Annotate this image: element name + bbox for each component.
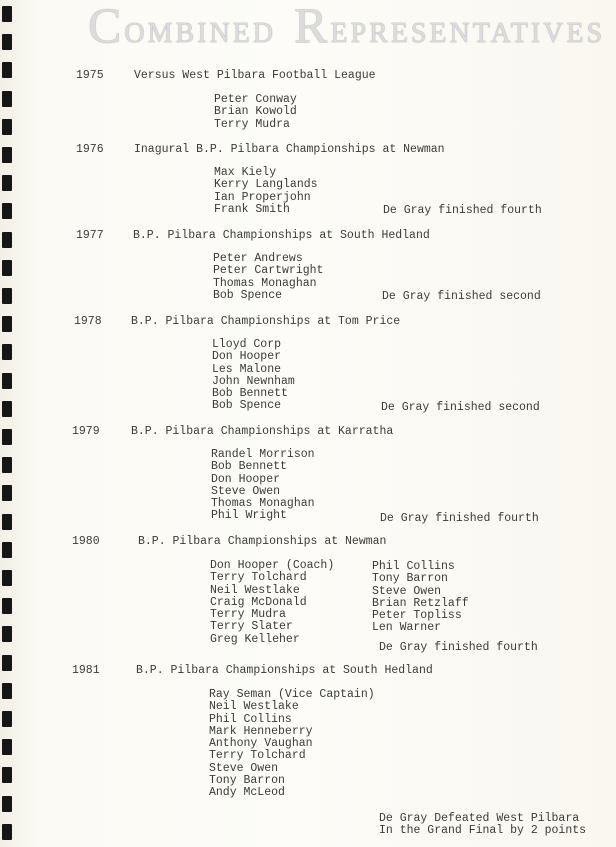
player-name: Thomas Monaghan [213, 276, 317, 290]
binding-ring [2, 767, 12, 783]
player-name: Peter Cartwright [213, 264, 324, 278]
entry-year: 1981 [72, 664, 100, 677]
title-initial-c: C [88, 0, 125, 53]
player-name: Neil Westlake [209, 700, 299, 714]
entry-event: B.P. Pilbara Championships at Newman [138, 535, 387, 548]
binding-ring [2, 796, 12, 812]
entry-year: 1980 [72, 535, 100, 548]
title-rest-epresentatives: EPRESENTATIVES [330, 18, 606, 49]
player-list [210, 560, 334, 646]
player-list [214, 167, 318, 216]
player-name: Bob Bennett [211, 460, 287, 474]
binding-ring [2, 626, 12, 642]
player-name: Tony Barron [209, 774, 285, 788]
player-name: Phil Wright [211, 509, 287, 523]
player-name: Terry Mudra [214, 117, 290, 131]
entry-event: Versus West Pilbara Football League [134, 69, 376, 82]
entry-year: 1979 [72, 425, 100, 438]
player-name: Bob Spence [213, 288, 283, 302]
player-name: Greg Kelleher [210, 632, 300, 646]
binding-ring [2, 373, 12, 389]
player-name: Len Warner [372, 621, 442, 635]
player-name: Ian Properjohn [214, 190, 311, 204]
player-list [213, 253, 323, 302]
title-initial-r: R [294, 0, 331, 53]
entry-result: De Gray finished second [381, 401, 540, 414]
player-name: Bob Bennett [212, 387, 288, 401]
player-name: Don Hooper [212, 350, 282, 364]
binding-ring [2, 62, 12, 78]
player-name: Peter Conway [214, 93, 297, 106]
binding-ring [2, 34, 12, 50]
entry-result: De Gray finished fourth [383, 204, 542, 217]
player-name: Neil Westlake [210, 583, 300, 597]
binding-ring [2, 655, 12, 671]
entry-year: 1978 [74, 315, 102, 328]
footer-line: In the Grand Final by 2 points [379, 824, 587, 838]
player-list [214, 94, 297, 131]
player-name: Steve Owen [211, 484, 281, 498]
binding-ring [2, 429, 12, 445]
player-name: Lloyd Corp [212, 338, 282, 351]
entry-event: B.P. Pilbara Championships at Tom Price [131, 315, 401, 328]
entry-event: B.P. Pilbara Championships at South Hedland [136, 664, 433, 677]
binding-ring [2, 203, 12, 219]
player-name: John Newnham [212, 374, 295, 388]
spiral-binding [0, 0, 14, 847]
binding-ring [2, 288, 12, 304]
player-name: Steve Owen [209, 761, 279, 775]
binding-ring [2, 401, 12, 417]
player-name: Mark Henneberry [209, 724, 313, 738]
title-rest-ombined: OMBINED [124, 18, 277, 49]
binding-ring [2, 514, 12, 530]
entry-result: De Gray finished fourth [380, 512, 539, 525]
binding-ring [2, 344, 12, 360]
player-name: Brian Kowold [214, 105, 297, 119]
binding-ring [2, 260, 12, 276]
player-name: Craig McDonald [210, 595, 307, 609]
binding-ring [2, 316, 12, 332]
player-name: Les Malone [212, 362, 282, 376]
entry-event: B.P. Pilbara Championships at Karratha [131, 425, 394, 438]
entry-year: 1976 [76, 143, 104, 156]
binding-ring [2, 570, 12, 586]
binding-ring [2, 457, 12, 473]
player-name: Phil Collins [372, 560, 455, 573]
entry-year: 1975 [76, 69, 104, 82]
player-name: Randel Morrison [211, 448, 315, 461]
binding-ring [2, 232, 12, 248]
player-name: Tony Barron [372, 572, 448, 586]
player-name: Terry Mudra [210, 608, 286, 622]
binding-ring [2, 542, 12, 558]
player-name: Andy McLeod [209, 786, 285, 800]
player-name: Peter Topliss [372, 609, 462, 623]
player-name: Peter Andrews [213, 252, 303, 265]
player-name: Thomas Monaghan [211, 497, 315, 511]
player-list [212, 339, 295, 413]
entry-year: 1977 [76, 229, 104, 242]
binding-ring [2, 175, 12, 191]
player-name: Terry Slater [210, 620, 293, 634]
player-name: Phil Collins [209, 712, 292, 726]
player-list [209, 689, 375, 800]
binding-ring [2, 711, 12, 727]
player-name: Don Hooper [211, 472, 281, 486]
player-name: Frank Smith [214, 202, 290, 216]
player-name: Steve Owen [372, 584, 442, 598]
player-name: Don Hooper (Coach) [210, 559, 335, 572]
player-list-second-column [372, 561, 469, 635]
player-name: Terry Tolchard [210, 571, 307, 585]
binding-ring [2, 683, 12, 699]
player-name: Bob Spence [212, 399, 282, 413]
player-name: Terry Tolchard [209, 749, 306, 763]
page-title [88, 0, 606, 53]
binding-ring [2, 91, 12, 107]
footer-note [379, 813, 586, 838]
entry-result: De Gray finished fourth [379, 641, 538, 654]
player-name: Kerry Langlands [214, 178, 318, 192]
footer-line: De Gray Defeated West Pilbara [379, 812, 580, 825]
entry-event: B.P. Pilbara Championships at South Hedland [133, 229, 430, 242]
player-list [211, 449, 315, 523]
entry-event: Inagural B.P. Pilbara Championships at Newman [134, 143, 445, 156]
binding-ring [2, 119, 12, 135]
player-name: Anthony Vaughan [209, 737, 313, 751]
binding-ring [2, 6, 12, 22]
player-name: Brian Retzlaff [372, 596, 469, 610]
entry-result: De Gray finished second [382, 290, 541, 303]
player-name: Ray Seman (Vice Captain) [209, 688, 375, 701]
binding-ring [2, 739, 12, 755]
binding-ring [2, 147, 12, 163]
binding-ring [2, 598, 12, 614]
player-name: Max Kiely [214, 166, 277, 179]
binding-ring [2, 485, 12, 501]
binding-ring [2, 824, 12, 840]
